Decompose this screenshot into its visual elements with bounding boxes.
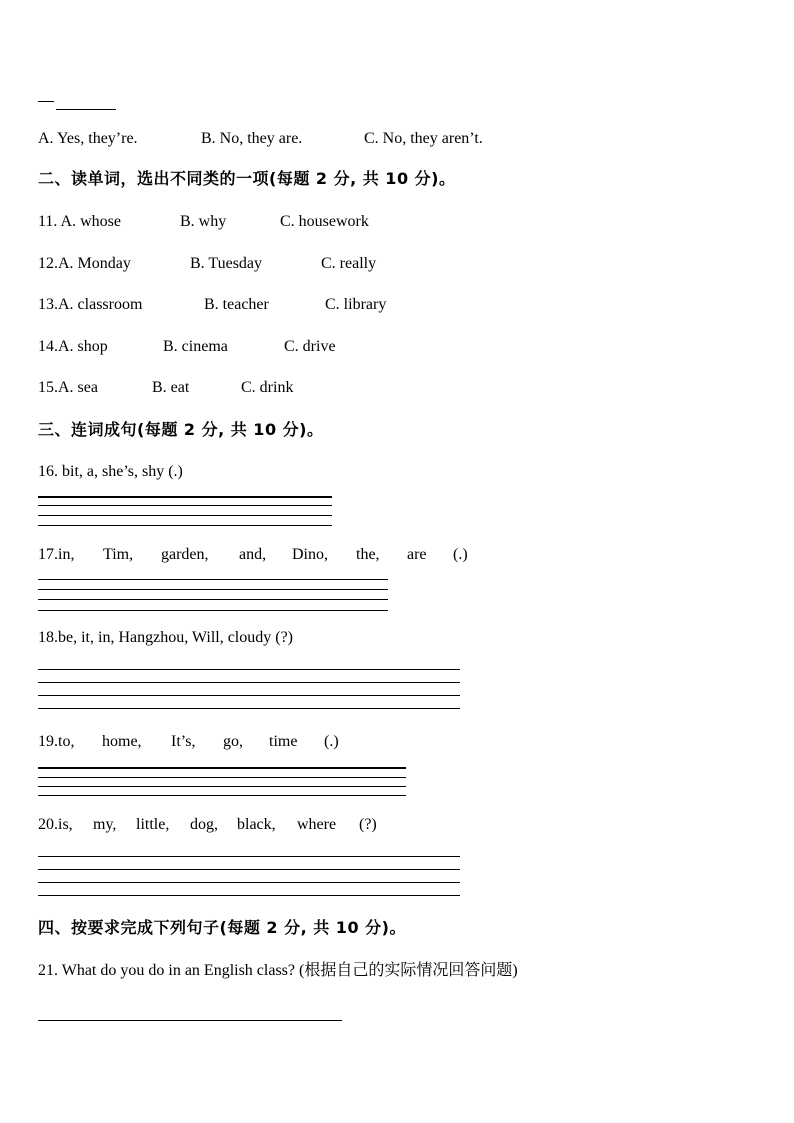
answer-line (38, 767, 406, 769)
word: (.) (324, 733, 339, 750)
option-b: B. Tuesday (190, 255, 263, 272)
word: It’s, (171, 733, 196, 750)
section3-title: 三、连词成句(每题 2 分, 共 10 分)。 (38, 420, 324, 439)
option-c: C. drink (241, 379, 294, 396)
option-b: B. eat (152, 379, 190, 396)
answer-line (38, 579, 388, 580)
question-21 (38, 961, 518, 981)
answer-blank-q10 (38, 92, 116, 110)
question-18 (38, 628, 293, 648)
word: in, (58, 546, 75, 563)
question-13 (38, 295, 387, 315)
question-number: 11. (38, 213, 58, 230)
section2-title: 二、读单词，选出不同类的一项(每题 2 分, 共 10 分)。 (38, 169, 456, 188)
answer-line (38, 1020, 342, 1021)
answer-line (38, 669, 460, 670)
word: (.) (453, 546, 468, 563)
answer-line (38, 525, 332, 526)
answer-line (38, 895, 460, 896)
answer-line (38, 795, 406, 796)
question-number: 15. (38, 379, 58, 396)
word: home, (102, 733, 142, 750)
word: where (297, 816, 337, 833)
section4-title: 四、按要求完成下列句子(每题 2 分, 共 10 分)。 (38, 918, 406, 937)
question-17 (38, 545, 478, 565)
answer-line (38, 505, 332, 506)
answer-line (38, 786, 406, 787)
option-c: C. really (321, 255, 377, 272)
q10-options (38, 129, 483, 149)
word: little, (136, 816, 170, 833)
question-12 (38, 254, 377, 274)
option-a: A. Monday (58, 255, 131, 272)
question-14 (38, 337, 336, 357)
word: Dino, (292, 546, 328, 563)
answer-line (38, 856, 460, 857)
option-c: C. housework (280, 213, 369, 230)
question-15 (38, 378, 294, 398)
question-19 (38, 732, 398, 752)
answer-line (38, 695, 460, 696)
answer-line (38, 869, 460, 870)
question-number: 14. (38, 338, 58, 355)
word: to, (58, 733, 75, 750)
option-c: C. library (325, 296, 387, 313)
answer-line (38, 515, 332, 516)
question-11 (38, 212, 369, 232)
option-b: B. why (180, 213, 227, 230)
word: the, (356, 546, 380, 563)
question-number: 12. (38, 255, 58, 272)
answer-line (38, 777, 406, 778)
option-a: A. whose (60, 213, 121, 230)
q10-option-c: C. No, they aren’t. (364, 130, 483, 147)
option-b: B. cinema (163, 338, 228, 355)
word: are (407, 546, 427, 563)
word: (?) (359, 816, 377, 833)
question-number: 16. (38, 463, 58, 480)
word: garden, (161, 546, 209, 563)
word: my, (93, 816, 117, 833)
q10-option-a: A. Yes, they’re. (38, 130, 138, 147)
word: Tim, (103, 546, 134, 563)
option-a: A. classroom (58, 296, 143, 313)
answer-line (38, 589, 388, 590)
question-number: 13. (38, 296, 58, 313)
option-c: C. drive (284, 338, 336, 355)
question-number: 20. (38, 816, 58, 833)
word: is, (58, 816, 73, 833)
word: time (269, 733, 298, 750)
word: and, (239, 546, 267, 563)
question-number: 21. (38, 962, 58, 979)
word-list: be, it, in, Hangzhou, Will, cloudy (?) (58, 629, 294, 646)
option-b: B. teacher (204, 296, 269, 313)
question-20 (38, 815, 398, 835)
option-a: A. sea (58, 379, 98, 396)
word: go, (223, 733, 243, 750)
answer-line (38, 599, 388, 600)
question-number: 17. (38, 546, 58, 563)
question-number: 18. (38, 629, 58, 646)
question-text: What do you do in an English class? (根据自己的实际情况回答问题) (61, 962, 518, 979)
answer-line (38, 682, 460, 683)
option-a: A. shop (58, 338, 108, 355)
q10-option-b: B. No, they are. (201, 130, 303, 147)
answer-line (38, 708, 460, 709)
answer-line (38, 882, 460, 883)
word-list: bit, a, she’s, shy (.) (62, 463, 183, 480)
question-16 (38, 462, 183, 482)
word: black, (237, 816, 276, 833)
answer-line (38, 496, 332, 498)
question-number: 19. (38, 733, 58, 750)
answer-line (38, 610, 388, 611)
word: dog, (190, 816, 218, 833)
